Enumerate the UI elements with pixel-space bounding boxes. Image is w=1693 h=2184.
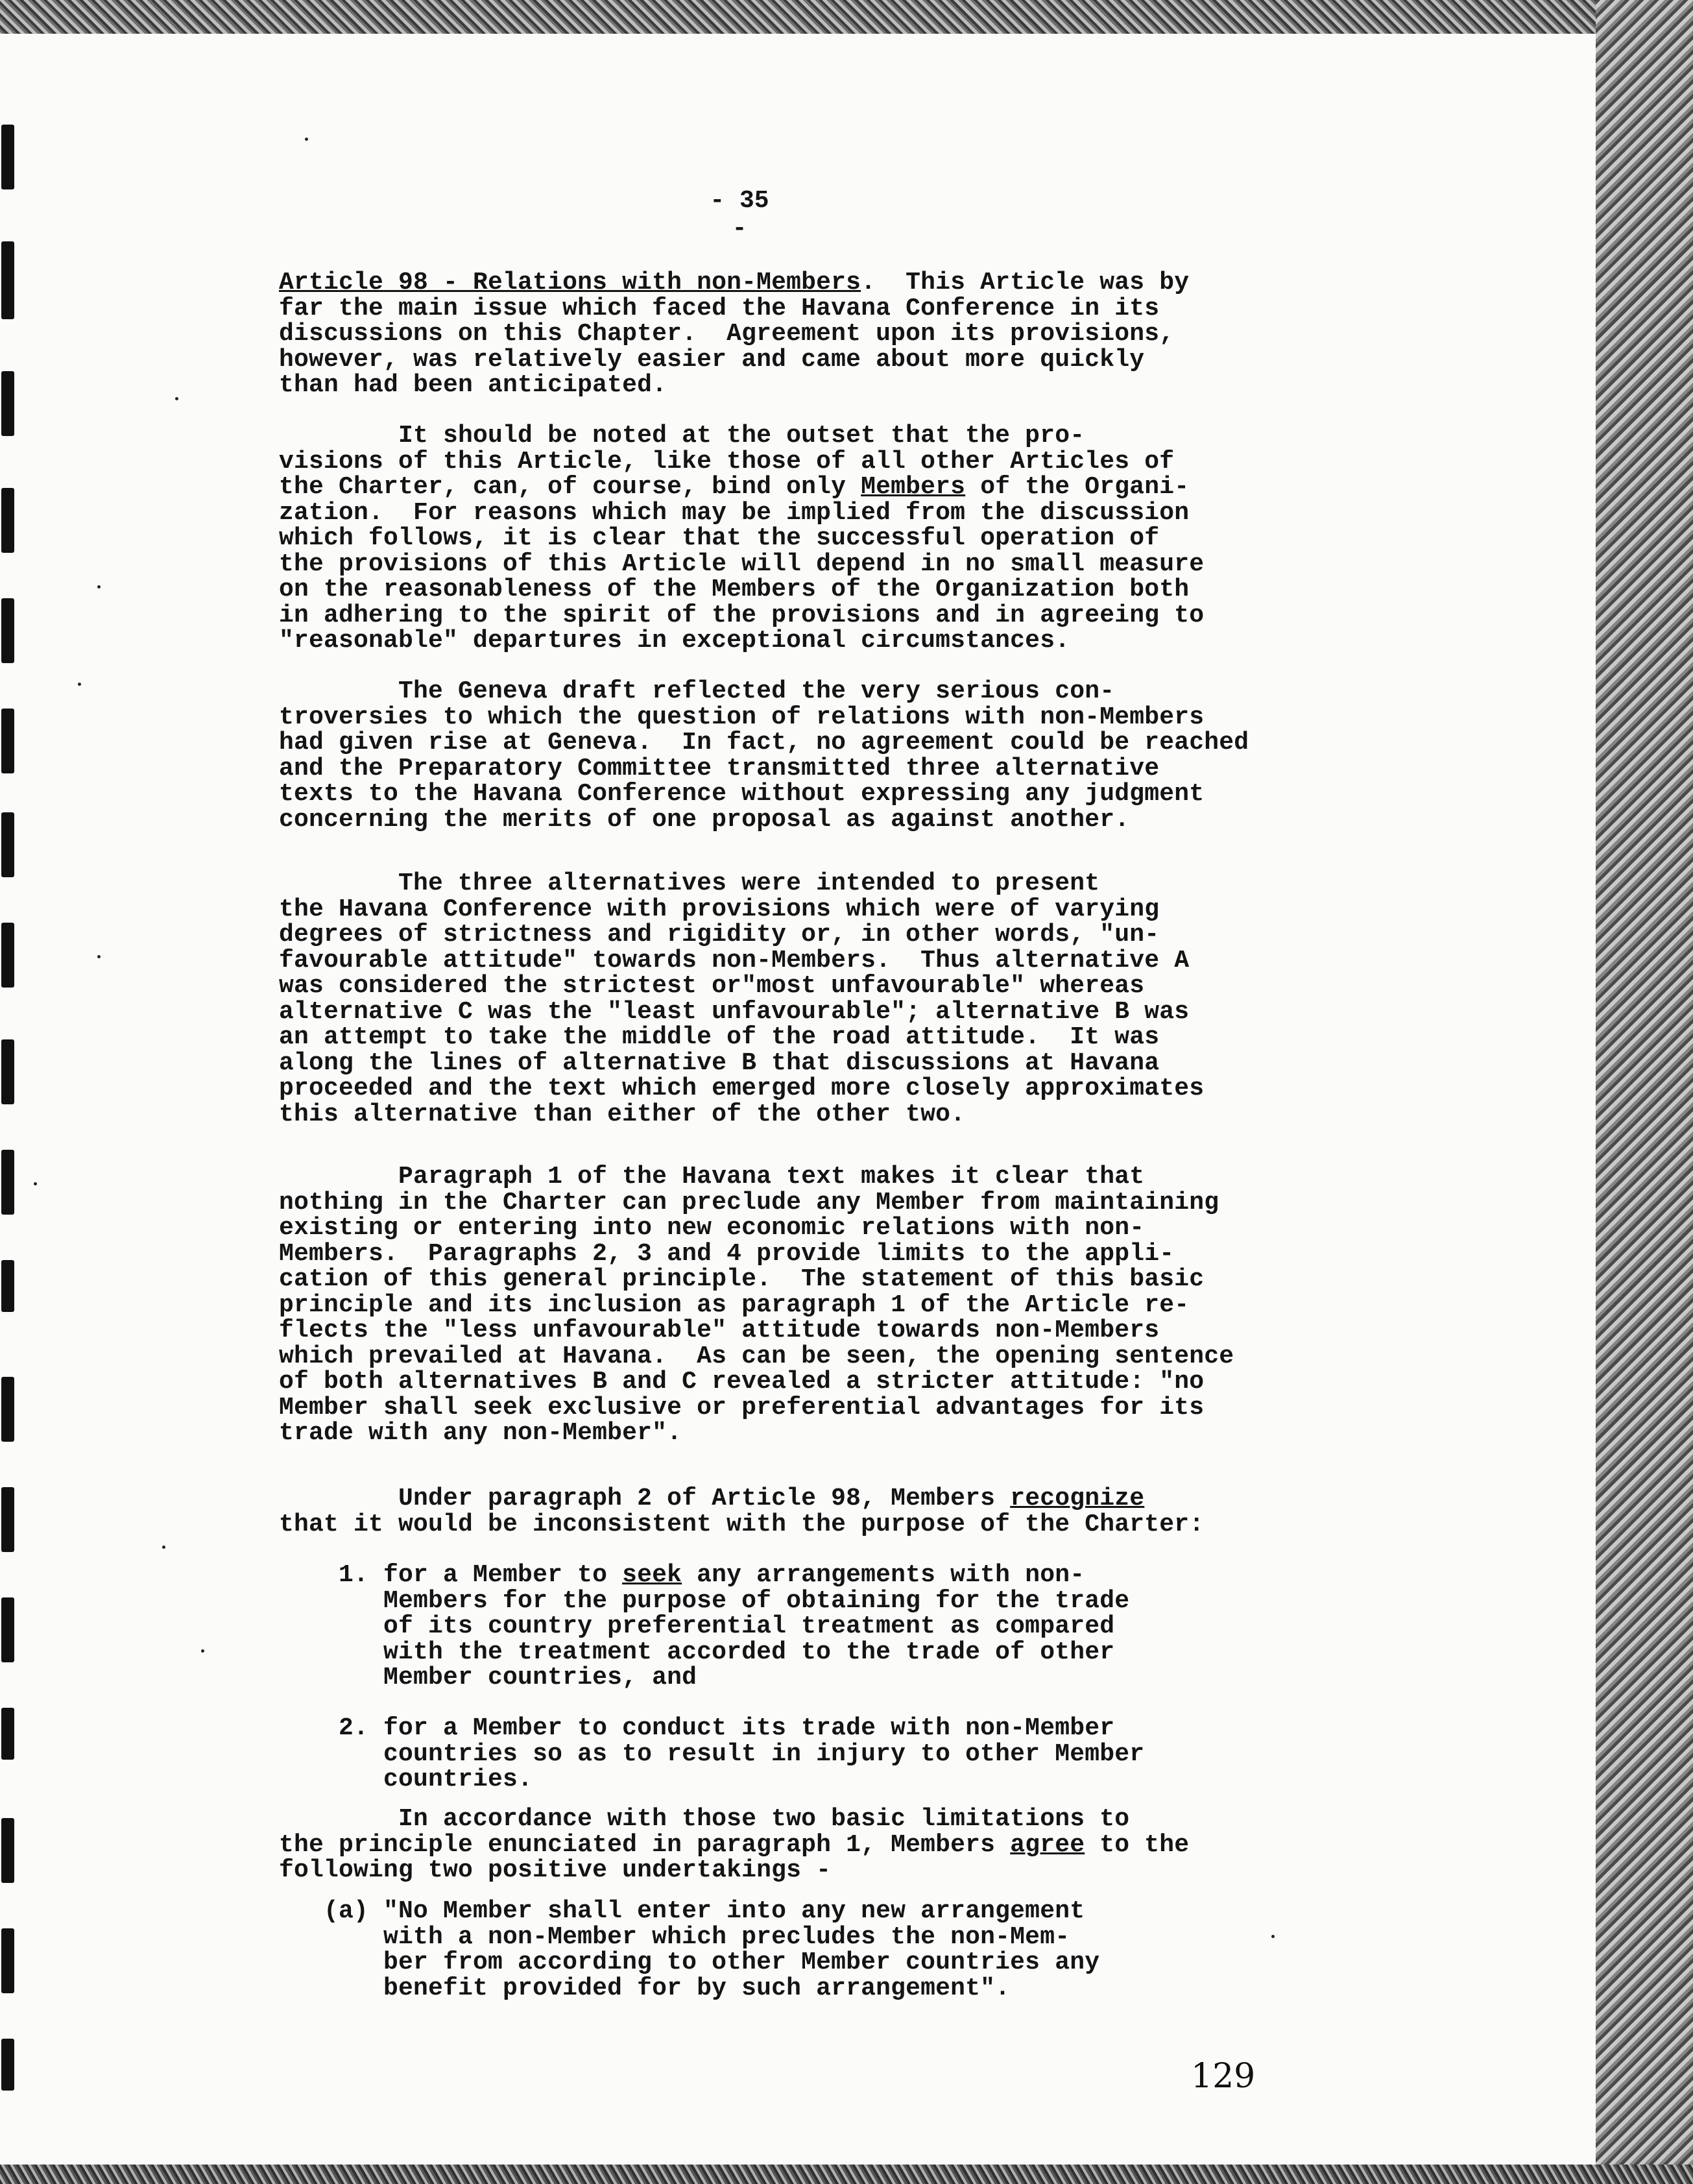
- paragraph-three-alternatives: [279, 871, 1204, 1127]
- scan-speck: [175, 397, 178, 400]
- paragraph-text: The Geneva draft reflected the very serious con- troversies to which the question of relations with non-Members had given rise at Geneva. In fact, no agreement could be reached and the Preparatory Committee transmitted three alternative texts to the Havana Conference without expressing any judgment concerning the merits of one proposal as against another.: [279, 677, 1249, 834]
- binding-marks: [0, 86, 26, 2162]
- paragraph-text: Paragraph 1 of the Havana text makes it clear that nothing in the Charter can preclude any Member from maintaining existing or entering into new economic relations with non- Members. Paragraphs 2, 3 and 4 provide limits to the appli- cation of this general principle. The statement of this basic principle and its inclusion as paragraph 1 of the Article re- flects the "less unfavourable" attitude towards non-Members which prevailed at Havana. As can be seen, the opening sentence of both alternatives B and C revealed a stricter attitude: "no Member shall seek exclusive or preferential advantages for its trade with any non-Member".: [279, 1163, 1234, 1447]
- paragraph-text: any arrangements with non- Members for the purpose of obtaining for the trade of its country preferential treatment as compared with the treatment accorded to the trade of other Member countries, and: [383, 1561, 1130, 1692]
- scan-border-bottom: [0, 2165, 1693, 2184]
- scan-speck: [201, 1649, 204, 1653]
- scan-speck: [162, 1546, 165, 1549]
- paragraph-text: In accordance with those two basic limitations to the principle enunciated in paragraph 1, Members: [279, 1805, 1130, 1859]
- paragraph-text: 1. for a Member to: [279, 1561, 623, 1589]
- paragraph-article-98: [279, 270, 1189, 398]
- paragraph-text: 2. for a Member to conduct its trade with non-Member countries so as to result in injury to other Member countries.: [339, 1714, 1145, 1793]
- paragraph-text: The three alternatives were intended to present the Havana Conference with provisions which were of varying degrees of strictness and rigidity or, in other words, "un- favourable attitude" towards non-Members. Thus alternative A was considered the strictest or"most unfavourable" whereas alternative C was the "least unfavourable"; alternative B was an attempt to take the middle of the road attitude. It was along the lines of alternative B that discussions at Havana proceeded and the text which emerged more closely approximates this alternative than either of the other two.: [279, 869, 1205, 1128]
- scan-speck: [78, 683, 81, 686]
- underlined-term: Members: [861, 473, 966, 501]
- paragraph-outset: [279, 423, 1204, 654]
- paragraph-text: Under paragraph 2 of Article 98, Members: [279, 1485, 1011, 1512]
- paragraph-text: that it would be inconsistent with the purpose of the Charter:: [279, 1510, 1205, 1538]
- document-page: [0, 34, 1596, 2165]
- list-item-a: [279, 1899, 1099, 2001]
- paragraph-havana-text: [279, 1164, 1234, 1446]
- scan-speck: [97, 585, 101, 588]
- article-heading: Article 98 - Relations with non-Members: [279, 269, 861, 297]
- paragraph-text: to the following two positive undertakings -: [279, 1830, 1190, 1884]
- page-number: 129: [1191, 2057, 1256, 2096]
- list-item-2: [279, 1716, 1144, 1793]
- body-text: [279, 164, 1304, 2002]
- list-item-1: [279, 1562, 1129, 1691]
- underlined-term: agree: [1010, 1830, 1085, 1859]
- page-header: - 35 -: [710, 187, 769, 243]
- paragraph-under-paragraph-2: [279, 1486, 1204, 1537]
- underlined-term: recognize: [1010, 1485, 1145, 1512]
- paragraph-text: It should be noted at the outset that the pro- visions of this Article, like those of all other Articles of the Charter, can, of course, bind only: [279, 422, 1175, 501]
- scan-speck: [34, 1182, 37, 1185]
- paragraph-accordance: [279, 1806, 1189, 1884]
- scan-speck: [1271, 1935, 1275, 1938]
- scan-border-right: [1596, 0, 1693, 2184]
- paragraph-text: far the main issue which faced the Havana Conference in its discussions on this Chapter. Agreement upon its provisions, however, was relatively easier and came about more quickly than had been anticipated.: [279, 294, 1175, 399]
- paragraph-geneva-draft: [279, 679, 1249, 832]
- paragraph-text: of the Organi- zation. For reasons which may be implied from the discussion which follows, it is clear that the successful operation of the provisions of this Article will depend in no small measure on the reasonableness of the Members of the Organization both in adhering to the spirit of the provisions and in agreeing to "reasonable" departures in exceptional circumstances.: [279, 473, 1205, 655]
- underlined-term: seek: [622, 1561, 682, 1589]
- paragraph-text: (a) "No Member shall enter into any new arrangement with a non-Member which precludes the non-Mem- ber from according to other Member countries any benefit provided for by such arrangement".: [324, 1897, 1100, 2002]
- scan-speck: [97, 955, 101, 958]
- scan-speck: [305, 138, 308, 141]
- paragraph-text: . This Article was by: [861, 269, 1190, 297]
